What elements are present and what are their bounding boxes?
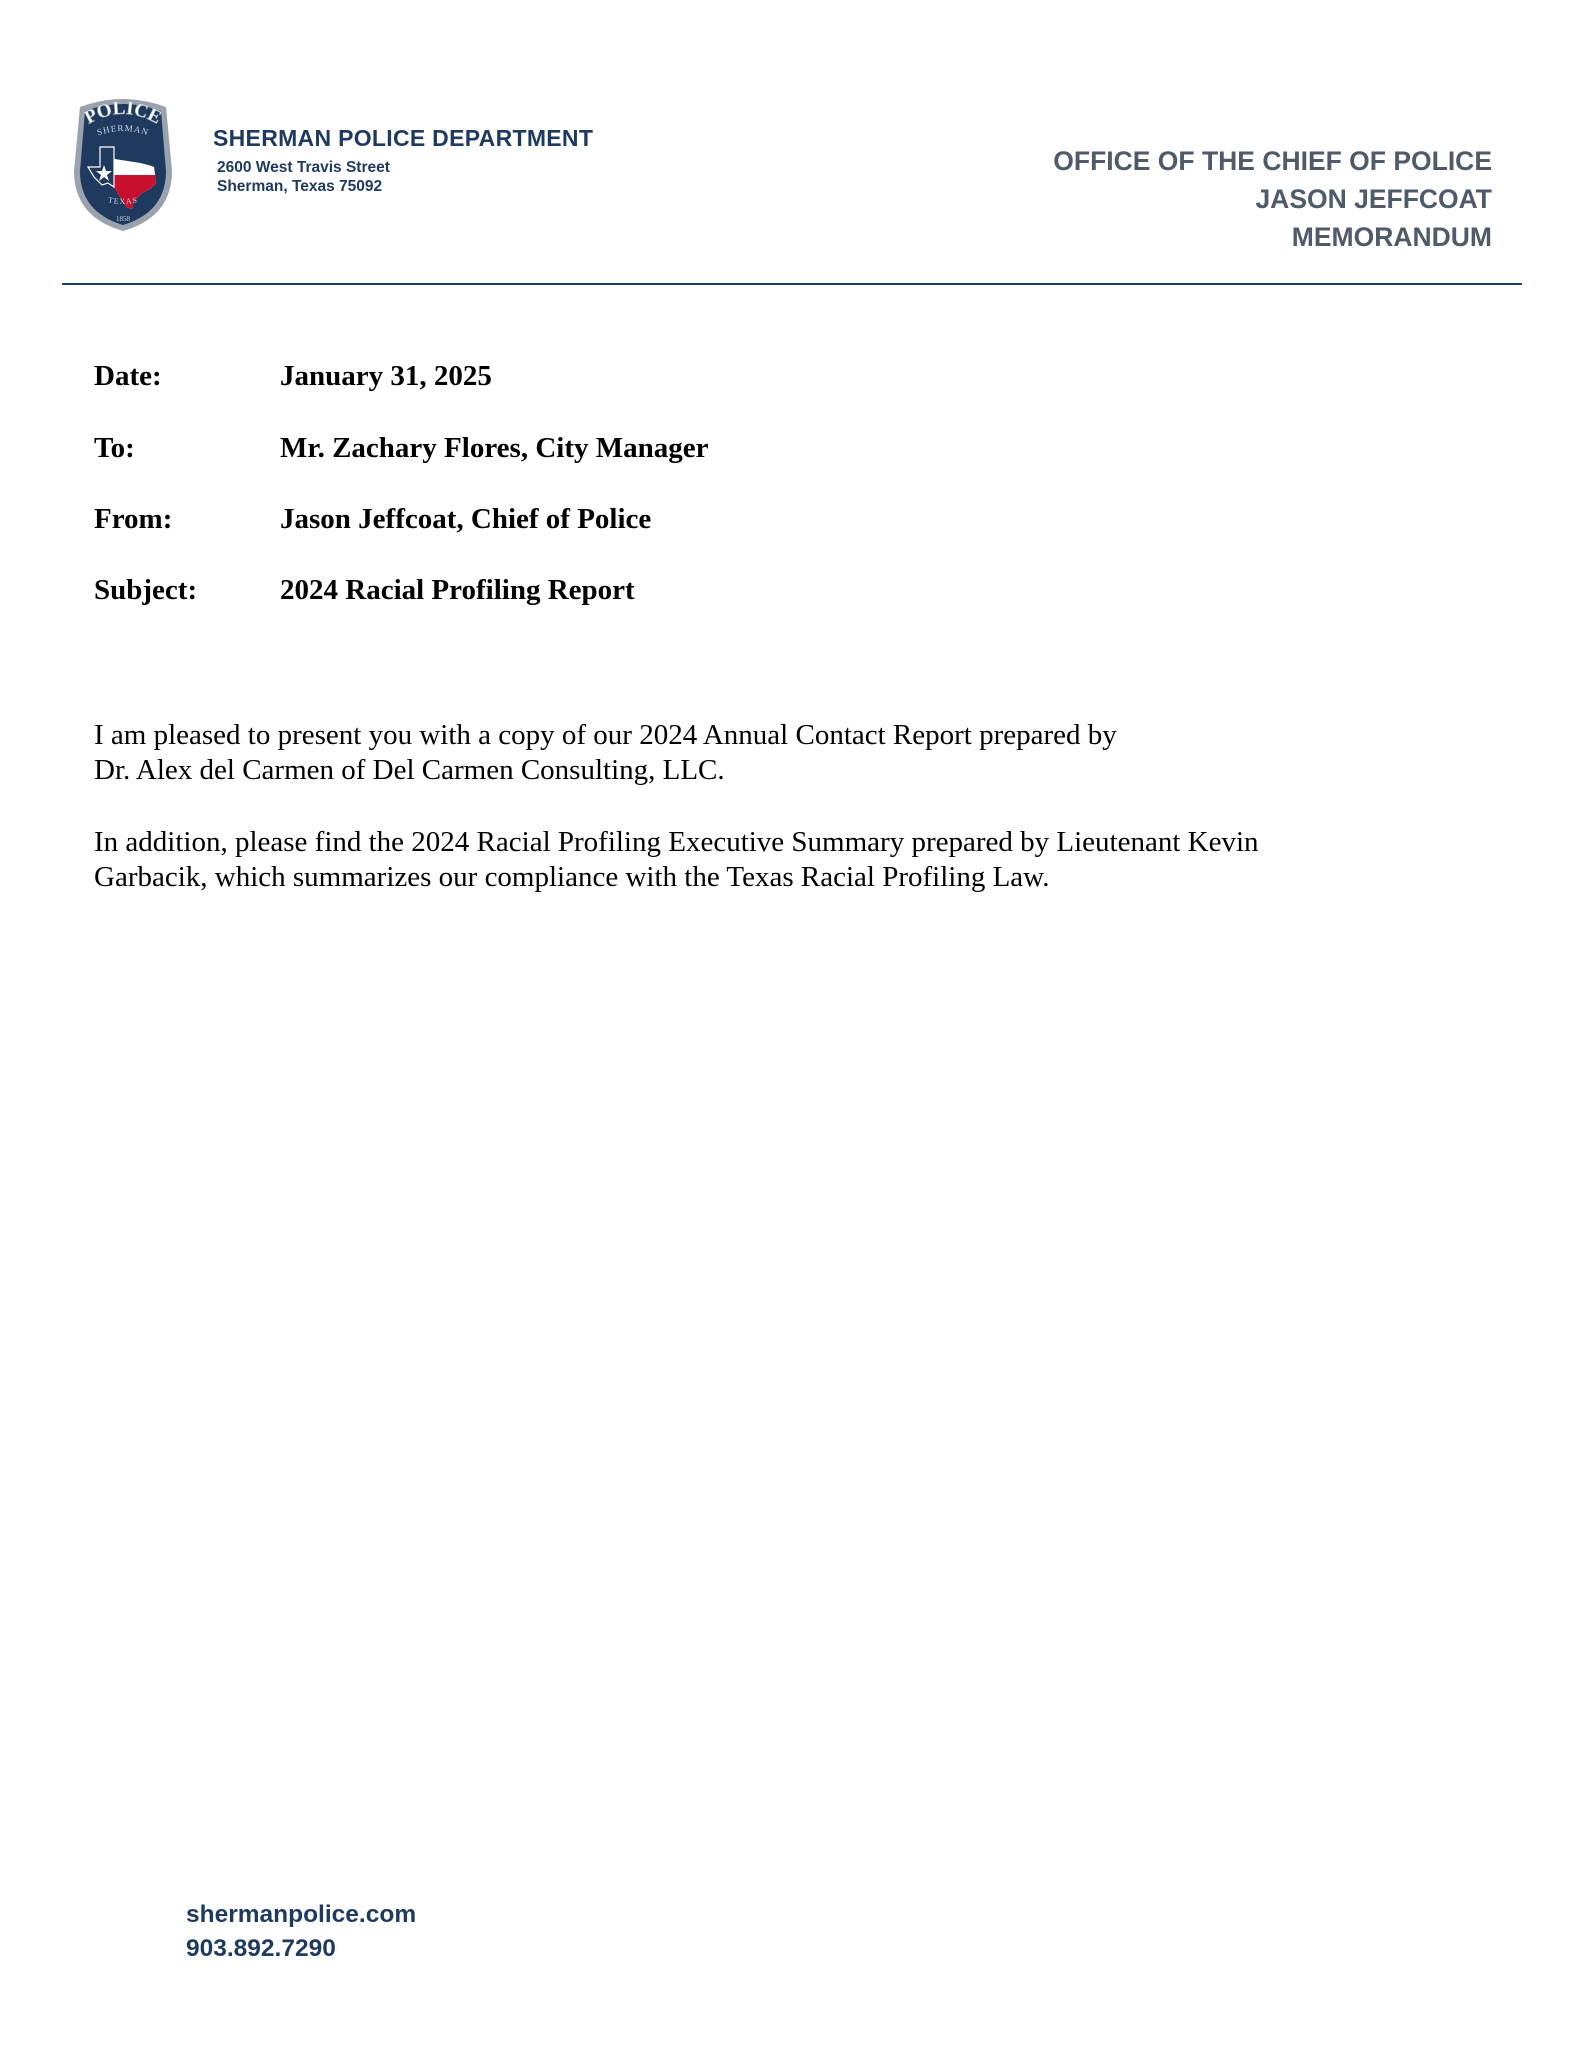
from-label: From: — [94, 503, 173, 535]
date-value: January 31, 2025 — [280, 360, 492, 392]
body-paragraph-1 — [94, 718, 1494, 788]
badge-state-text: TEXAS — [107, 195, 139, 207]
document-type: MEMORANDUM — [1291, 222, 1492, 252]
paragraph-2-line-2: Garbacik, which summarizes our compliance with the Texas Racial Profiling Law. — [94, 861, 1050, 893]
memo-subject-row — [94, 574, 635, 607]
badge-city-text: SHERMAN — [95, 122, 151, 138]
badge-police-text: POLICE — [81, 97, 165, 129]
subject-value: 2024 Racial Profiling Report — [280, 574, 635, 606]
paragraph-2-line-1: In addition, please find the 2024 Racial Profiling Executive Summary prepared by Lieutenant Kevin — [94, 826, 1259, 858]
subject-label: Subject: — [94, 574, 198, 606]
paragraph-1-line-2: Dr. Alex del Carmen of Del Carmen Consulting, LLC. — [94, 754, 725, 786]
department-name: SHERMAN POLICE DEPARTMENT — [213, 125, 594, 151]
header-divider — [62, 283, 1522, 285]
footer-website: shermanpolice.com — [186, 1901, 417, 1928]
memo-to-row — [94, 432, 708, 465]
footer-phone: 903.892.7290 — [186, 1935, 336, 1962]
memo-date-row — [94, 360, 492, 393]
chief-name: JASON JEFFCOAT — [1255, 184, 1492, 214]
address-line-2: Sherman, Texas 75092 — [217, 178, 383, 195]
to-label: To: — [94, 432, 135, 464]
from-value: Jason Jeffcoat, Chief of Police — [280, 503, 652, 535]
memo-from-row — [94, 503, 651, 536]
police-badge-icon — [68, 93, 178, 233]
paragraph-1-line-1: I am pleased to present you with a copy of our 2024 Annual Contact Report prepared by — [94, 719, 1117, 751]
department-block — [213, 124, 593, 196]
date-label: Date: — [94, 360, 162, 392]
office-block — [1053, 142, 1492, 256]
body-paragraph-2 — [94, 825, 1494, 895]
footer-contact — [186, 1898, 416, 1966]
address-line-1: 2600 West Travis Street — [217, 159, 390, 176]
to-value: Mr. Zachary Flores, City Manager — [280, 432, 709, 464]
office-title: OFFICE OF THE CHIEF OF POLICE — [1053, 146, 1492, 176]
badge-year-text: 1858 — [116, 215, 130, 223]
